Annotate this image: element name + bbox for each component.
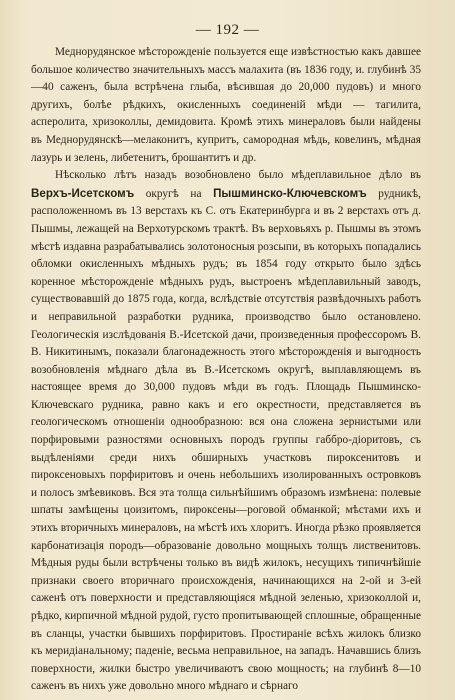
paragraph-copper-smelting — [31, 167, 421, 696]
paragraph-malachite: Меднорудянское мѣсторожденiе пользуется еще извѣстностью какъ давшее большое количество значительныхъ массъ малахита (въ 1836 году, и. глубинѣ 35—40 саженъ, была встрѣчена глыба, вѣсившая до 20,000 пудовъ) и много другихъ, болѣе рѣдкихъ, окисленныхъ соединенiй мѣди — тагилита, асперолита, хризоколлы, демидовита. Кромѣ этихъ минераловъ были найдены въ Меднорудянскѣ—мелаконитъ, купритъ, самородная мѣдь, ковелинъ, мѣдная лазурь и зелень, либетенитъ, брошантитъ и др. — [31, 46, 421, 164]
mine-name: Пышминско-Ключевскомъ — [213, 186, 367, 200]
paragraph-text: Нѣсколько лѣтъ назадъ возобновлено было мѣдеплавильное дѣло въ — [55, 169, 421, 182]
paragraph-text: округѣ на — [134, 187, 214, 200]
page-number: — 192 — — [195, 22, 260, 38]
district-name: Верхъ-Исетскомъ — [31, 186, 135, 200]
paragraph-text: рудникѣ, расположенномъ въ 13 верстахъ къ С. отъ Екатеринбурга и въ 2 верстахъ отъ д. Пышмы, лежащей на Верхотурскомъ трактѣ. Въ верховьяхъ р. Пышмы въ этомъ мѣстѣ издавна разрабатывались золотоносныя розсыпи, въ которыхъ попадались обломки окисленныхъ мѣдныхъ рудъ; въ 1854 году открыто было здѣсь коренное мѣсторожденiе мѣдныхъ рудъ, выстроенъ мѣдеплавильный заводъ, существовавшiй до 1875 года, когда, вслѣдствiе отсутствiя развѣдочныхъ работъ и неправильной разработки рудника, производство было остановлено. Геологическiя изслѣдованiя В.-Исетской дачи, произведенныя профессоромъ В. В. Никитинымъ, показали благонадежность этого мѣсторожденiя и выгодность возобновленiя мѣднаго дѣла въ В.-Исетскомъ округѣ, выплавляющемъ въ настоящее время до 30,000 пудовъ мѣди въ годъ. Площадь Пышминско-Ключевскаго рудника, равно какъ и его окрестности, представляется въ геологическомъ отношенiи однообразною: вся она сложена зернистыми или порфировыми разностями основныхъ породъ группы габбро-дiоритовъ, съ выдѣленiями среди нихъ обширныхъ участковъ пироксенитовъ и пироксеновыхъ порфиритовъ и очень небольшихъ изолированныхъ островковъ и полосъ змѣевиковъ. Вся эта толща сильнѣйшимъ образомъ измѣнена: полевые шпаты замѣщены цоизитомъ, пироксены—роговой обманкой; мѣстами ихъ и этихъ вторичныхъ минераловъ, на мѣстѣ ихъ хлоритъ. Иногда рѣзко проявляется карбонатизацiя породъ—образованiе довольно мощныхъ толщъ лиственитовъ. Мѣдныя руды были встрѣчены только въ видѣ жилокъ, несущихъ типичнѣйшiе признаки своего вторичнаго происхожденiя, начинающихся на 2-ой и 3-ей саженѣ отъ поверхности и представляющiяся мѣдной зеленью, хризоколлой и, рѣдко, кирпичной мѣдной рудой, густо пропитывающей сплошные, обращенные въ сланцы, участки бывшихъ порфиритовъ. Простиранiе всѣхъ жилокъ близко къ меридiанальному; паденiе, весьма неправильное, на западъ. Начавшись близъ поверхности, жилки быстро увеличиваютъ свою мощность; на глубинѣ 8—10 саженъ въ нихъ уже довольно много мѣднаго и сѣрнаго — [31, 187, 421, 693]
body-text — [31, 44, 421, 696]
